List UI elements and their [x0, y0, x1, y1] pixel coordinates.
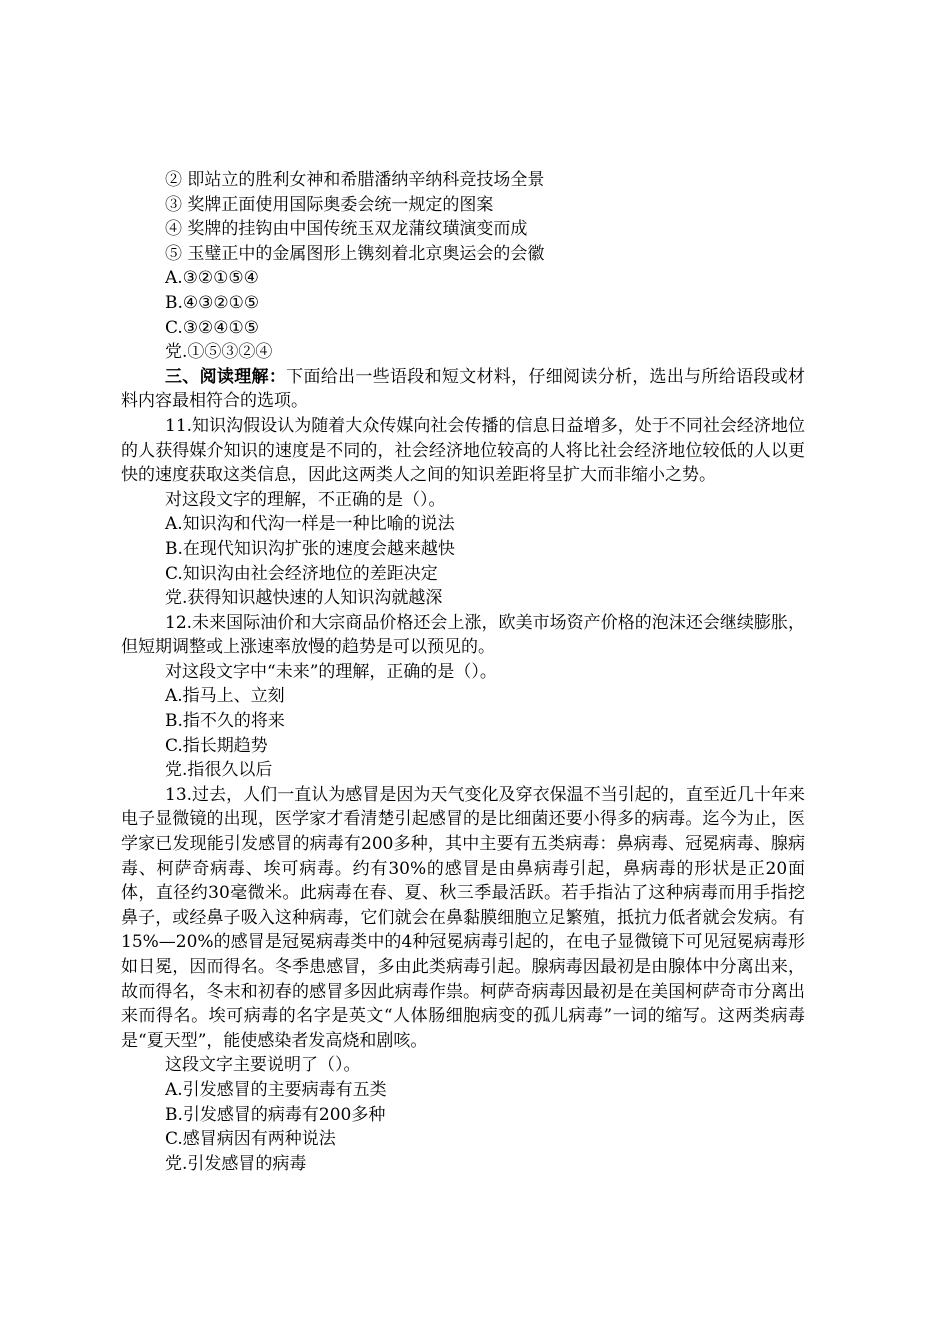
q11-choice-d: 党.获得知识越快速的人知识沟就越深: [165, 588, 443, 609]
q11-choice-b: B.在现代知识沟扩张的速度会越来越快: [165, 538, 455, 559]
q10-choice-c: C.③②④①⑤: [165, 317, 260, 338]
section3-intro: [121, 365, 805, 414]
section3-heading: 三、阅读理解：: [165, 366, 287, 387]
q10-item: ③ 奖牌正面使用国际奥委会统一规定的图案: [165, 194, 494, 215]
document-body: [121, 168, 806, 1176]
q11-passage: 11.知识沟假设认为随着大众传媒向社会传播的信息日益增多，处于不同社会经济地位的人获得媒介知识的速度是不同的，社会经济地位较高的人将比社会经济地位较低的人以更快的速度获取这类信息，因此这两类人之间的知识差距将呈扩大而非缩小之势。: [121, 415, 805, 486]
q10-item: ② 即站立的胜利女神和希腊潘纳辛纳科竞技场全景: [165, 170, 545, 190]
q10-choice-d: 党.①⑤③②④: [165, 342, 273, 363]
q13-choice-b: B.引发感冒的病毒有200多种: [165, 1104, 386, 1125]
q12-choice-b: B.指不久的将来: [165, 711, 285, 732]
q12-choice-d: 党.指很久以后: [165, 760, 273, 781]
q10-items: [165, 168, 805, 266]
q13-question: 这段文字主要说明了（）。: [165, 1055, 361, 1076]
q11-choice-c: C.知识沟由社会经济地位的差距决定: [165, 563, 438, 584]
q12-choice-c: C.指长期趋势: [165, 735, 268, 756]
q11-question: 对这段文字的理解，不正确的是（）。: [165, 489, 446, 510]
q10-choice-a: A.③②①⑤④: [165, 268, 259, 289]
q13-choice-a: A.引发感冒的主要病毒有五类: [165, 1079, 387, 1100]
q13-choice-c: C.感冒病因有两种说法: [165, 1129, 336, 1150]
q10-choices: [165, 266, 805, 364]
q11-choice-a: A.知识沟和代沟一样是一种比喻的说法: [165, 514, 455, 535]
section3-intro-text: 下面给出一些语段和短文材料，仔细阅读分析，选出与所给语段或材料内容最相符合的选项。: [121, 366, 806, 412]
q10-item: ⑤ 玉璧正中的金属图形上镌刻着北京奥运会的会徽: [165, 243, 545, 264]
q12-question: 对这段文字中“未来”的理解，正确的是（）。: [165, 661, 497, 682]
q13-choice-d: 党.引发感冒的病毒: [165, 1153, 307, 1174]
q13-passage: 13.过去，人们一直认为感冒是因为天气变化及穿衣保温不当引起的，直至近几十年来电子显微镜的出现，医学家才看清楚引起感冒的是比细菌还要小得多的病毒。迄今为止，医学家已发现能引发感冒的病毒有200多种，其中主要有五类病毒：鼻病毒、冠冕病毒、腺病毒、柯萨奇病毒、埃可病毒。约有30%的感冒是由鼻病毒引起，鼻病毒的形状是正20面体，直径约30毫微米。此病毒在春、夏、秋三季最活跃。若手指沾了这种病毒而用手指挖鼻子，或经鼻子吸入这种病毒，它们就会在鼻黏膜细胞立足繁殖，抵抗力低者就会发病。有15%—20%的感冒是冠冕病毒类中的4种冠冕病毒引起的，在电子显微镜下可见冠冕病毒形如日冕，因而得名。冬季患感冒，多由此类病毒引起。腺病毒因最初是由腺体中分离出来，故而得名，冬末和初春的感冒多因此病毒作祟。柯萨奇病毒因最初是在美国柯萨奇市分离出来而得名。埃可病毒的名字是英文“人体肠细胞病变的孤儿病毒”一词的缩写。这两类病毒是“夏天型”，能使感染者发高烧和剧咳。: [121, 784, 805, 1051]
q10-choice-b: B.④③②①⑤: [165, 292, 260, 313]
q12-choice-a: A.指马上、立刻: [165, 686, 285, 707]
q10-item: ④ 奖牌的挂钩由中国传统玉双龙蒲纹璜演变而成: [165, 219, 528, 240]
q12-passage: 12.未来国际油价和大宗商品价格还会上涨，欧美市场资产价格的泡沫还会继续膨胀，但短期调整或上涨速率放慢的趋势是可以预见的。: [121, 612, 805, 658]
